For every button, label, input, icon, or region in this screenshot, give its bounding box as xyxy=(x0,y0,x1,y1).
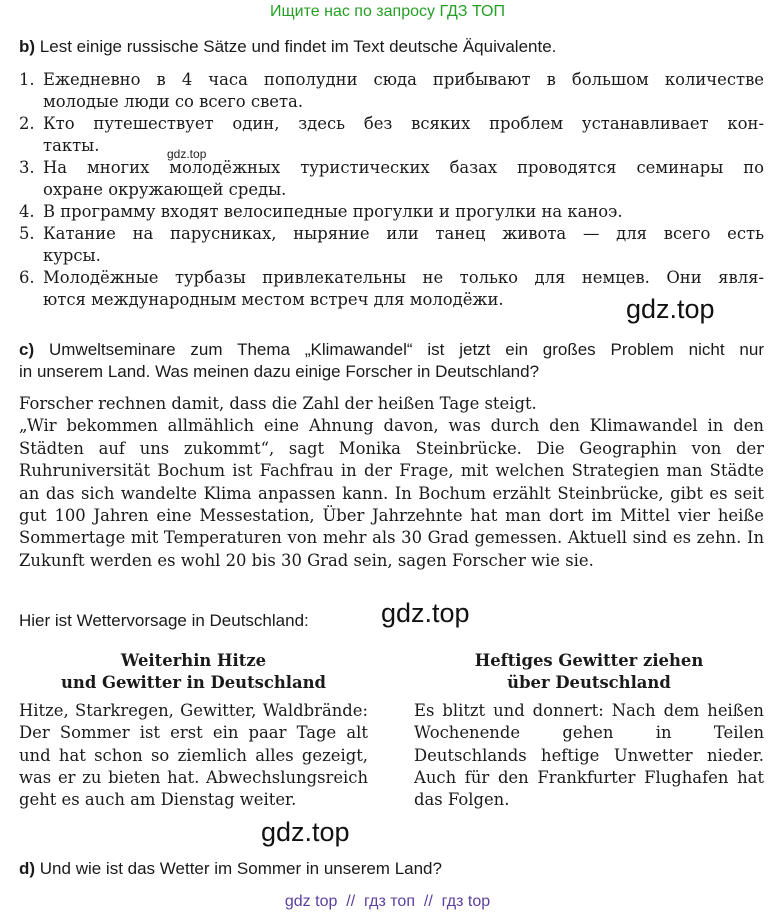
paragraph: „Wir bekommen allmählich eine Ahnung davon, was durch den Klimawandel in den Städten auf uns zukommt“, sagt Monika Steinbrücke. Die Geographin von der Ruhruniversität Bochum ist Fachfrau in der Frage, mit welchen Strategien man Städte an das sich wandelte Klima anpassen kann. In Bochum erzählt Steinbrücke, gibt es seit gut 100 Jahren eine Messestation, Über Jahrzehnte hat man dort im Mittel vier heiße Sommertage mit Temperaturen von mehr als 30 Grad gemessen. Aktuell sind es zehn. In Zukunft werden es wohl 20 bis 30 Grad sein, sagen Forscher wie sie. xyxy=(19,416,764,570)
news-left xyxy=(19,650,368,812)
item-number: 1. xyxy=(19,70,35,89)
item-line: Катание на парусниках, ныряние или танец живота — для всего есть xyxy=(43,224,764,243)
item-line: курсы. xyxy=(43,246,101,265)
item-line: охране окружающей среды. xyxy=(43,180,287,199)
german-text xyxy=(19,393,764,572)
item-number: 3. xyxy=(19,158,35,177)
task-c-line: in unserem Land. Was meinen dazu einige Forscher in Deutschland? xyxy=(19,362,540,381)
footer-links: gdz top // гдз топ // гдз top xyxy=(284,893,491,910)
task-b xyxy=(19,36,764,58)
item-number: 2. xyxy=(19,114,35,133)
task-b-text: Lest einige russische Sätze und findet im Text deutsche Äquivalente. xyxy=(39,37,557,56)
item-number: 4. xyxy=(19,202,35,221)
item-line: Ежедневно в 4 часа пополудни сюда прибывают в большом количестве xyxy=(43,70,764,89)
list-item xyxy=(19,69,764,113)
news-right xyxy=(414,650,764,812)
watermark: gdz.top xyxy=(261,817,350,847)
watermark-small: gdz.top xyxy=(167,147,207,161)
task-c-letter: c) xyxy=(19,340,35,359)
item-number: 5. xyxy=(19,224,35,243)
item-line: На многих молодёжных туристических базах проводятся семинары по xyxy=(43,158,764,177)
item-line: молодые люди со всего света. xyxy=(43,92,304,111)
news-body: Hitze, Starkregen, Gewitter, Waldbrände: Der Sommer ist erst ein paar Tage alt und hat schon so ziemlich alles gezeigt, was er zu bieten hat. Abwechslungsreich geht es auch am Dienstag weiter. xyxy=(19,700,368,810)
news-title: über Deutschland xyxy=(507,673,671,693)
news-title: Weiterhin Hitze xyxy=(120,651,267,670)
list-item xyxy=(19,223,764,267)
list-item xyxy=(19,113,764,157)
paragraph: Forscher rechnen damit, dass die Zahl der heißen Tage steigt. xyxy=(19,394,537,413)
item-line: В программу входят велосипедные прогулки и прогулки на каноэ. xyxy=(43,202,623,221)
item-number: 6. xyxy=(19,268,35,287)
list-item xyxy=(19,201,764,223)
task-d-letter: d) xyxy=(19,859,36,878)
news-title: und Gewitter in Deutschland xyxy=(60,673,326,693)
forecast-intro: Hier ist Wettervorsage in Deutschland: xyxy=(19,611,309,630)
item-line: Кто путешествует один, здесь без всяких проблем устанавливает кон- xyxy=(43,114,764,133)
item-line: такты. xyxy=(43,136,100,155)
news-body: Es blitzt und donnert: Nach dem heißen Wochenende gehen in Teilen Deutschlands heftige Unwetter nieder. Auch für den Frankfurter Flughafen hat das Folgen. xyxy=(414,700,764,810)
watermark: gdz.top xyxy=(381,598,470,628)
item-line: ются международным местом встреч для молодёжи. xyxy=(43,290,504,309)
watermark: gdz.top xyxy=(626,294,715,324)
russian-sentence-list xyxy=(19,69,764,311)
task-d-text: Und wie ist das Wetter im Sommer in unserem Land? xyxy=(39,859,442,878)
list-item xyxy=(19,157,764,201)
top-banner: Ищите нас по запросу ГДЗ ТОП xyxy=(270,3,505,20)
task-d xyxy=(19,858,764,880)
task-c xyxy=(19,339,764,383)
task-c-line: Umweltseminare zum Thema „Klimawandel“ ist jetzt ein großes Problem nicht nur xyxy=(48,340,764,359)
task-b-letter: b) xyxy=(19,37,36,56)
news-title: Heftiges Gewitter ziehen xyxy=(474,651,704,670)
item-line: Молодёжные турбазы привлекательны не только для немцев. Они явля- xyxy=(43,268,764,287)
